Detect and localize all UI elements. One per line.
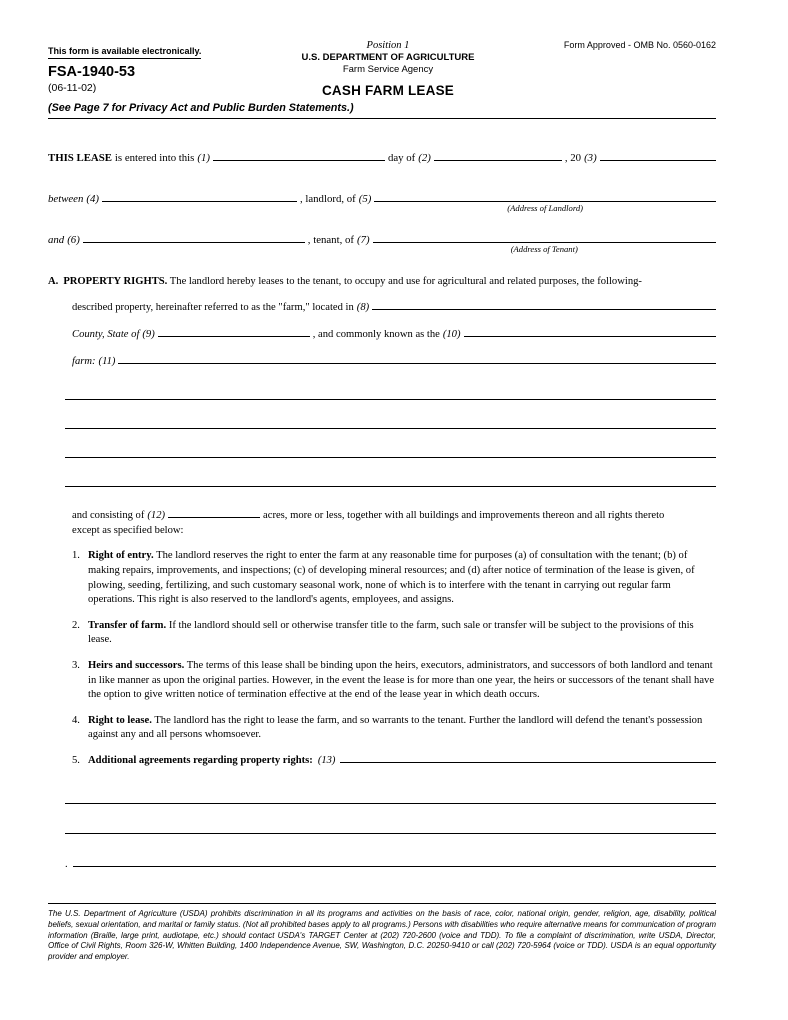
blank-field-6 [83,239,305,243]
item-title: Additional agreements regarding property rights: [88,754,313,766]
consisting-lead-text: and consisting of [72,510,145,522]
consisting-continuation-text: except as specified below: [72,524,184,536]
blank-field-13 [340,759,716,763]
blank-field-9 [158,333,310,337]
property-rights-clauses [72,549,716,768]
tenant-line [48,233,716,255]
period-mark: . [65,859,68,871]
omb-approval-label: Form Approved - OMB No. 0560-0162 [563,40,716,50]
address-of-tenant-caption: (Address of Tenant) [510,244,578,255]
consisting-rest-text: acres, more or less, together with all buildings and improvements thereon and all rights thereto [263,510,665,522]
blank-field-2 [434,157,562,161]
blank-line [65,774,716,804]
blank-field-4 [102,198,297,202]
farm-description-blank-lines [65,371,716,487]
privacy-statement: (See Page 7 for Privacy Act and Public Burden Statements.) [48,102,716,119]
field-number-11: (11) [98,355,116,367]
lease-intro-section [48,151,716,255]
position-label: Position 1 [366,40,410,51]
blank-field-1 [213,157,385,161]
field-number-12: (12) [147,510,166,522]
section-a-property-rights [48,275,716,873]
field-number-7: (7) [356,234,370,247]
blank-field-5 [374,198,716,213]
list-item [72,619,716,648]
header-left-block [48,40,278,95]
farm-name-line [72,355,716,370]
field-number-8: (8) [356,302,370,314]
field-number-5: (5) [358,192,372,205]
item-number: 5. [72,754,80,766]
section-a-intro-text: The landlord hereby leases to the tenant, to occupy and use for agricultural and related purposes, the following- [169,275,642,287]
tenant-of-text: , tenant, of [307,234,354,247]
list-item [72,549,716,607]
located-in-line [72,301,716,316]
item-title: Right of entry. [88,550,154,562]
field-number-3: (3) [584,152,597,164]
form-header [48,40,716,98]
year-prefix-text: , 20 [564,152,582,164]
electronic-availability-note: This form is available electronically. [48,46,201,59]
county-state-text: County, State of [72,328,140,340]
item-text: The landlord has the right to lease the farm, and so warrants to the tenant. Further the landlord will defend the tenant's possession against any and all persons whomsoever. [88,714,703,741]
section-a-label: A. [48,275,59,287]
item-body [88,549,716,607]
item-number: 4. [72,714,80,726]
field-number-4: (4) [86,192,99,205]
blank-line [65,458,716,487]
header-center-block [278,40,498,98]
address-of-landlord-caption: (Address of Landlord) [507,202,584,213]
list-item [72,659,716,703]
additional-agreements-blank-lines [65,774,716,873]
located-in-text: described property, hereinafter referred to as the "farm," located in [72,302,354,314]
landlord-of-text: , landlord, of [299,192,356,205]
blank-field-11 [118,360,716,364]
this-lease-lead: THIS LEASE [48,152,112,164]
lease-date-line [48,151,716,166]
list-item-additional-agreements [72,754,716,769]
blank-line [73,863,716,867]
between-text: between [48,192,84,205]
field-number-10: (10) [442,328,461,340]
item-body [88,659,716,703]
farm-label: farm: [72,355,96,367]
item-text: If the landlord should sell or otherwise transfer title to the farm, such sale or transfer will be subject to the provisions of this lease. [88,619,694,646]
item-number: 1. [72,550,80,562]
blank-line [65,400,716,429]
agency-name: Farm Service Agency [342,64,434,75]
blank-field-7 [373,239,716,255]
consisting-paragraph [72,509,716,538]
entered-into-text: is entered into this [114,152,195,164]
item-number: 2. [72,619,80,631]
item-body [88,619,716,648]
item-title: Right to lease. [88,714,152,726]
consisting-line [72,509,716,524]
day-of-text: day of [387,152,416,164]
field-number-2: (2) [418,152,431,164]
form-number: FSA-1940-53 [48,64,136,80]
form-revision-date: (06-11-02) [48,82,97,95]
item-text: The landlord reserves the right to enter the farm at any reasonable time for purposes (a) of consultation with the tenant; (b) of making repairs, improvements, and inspections; (c) of developing mineral resources; and (d) after notice of termination of the lease is given, of plowing, seeding, fertilizing, and such customary seasonal work, none of which is to interfere with the tenant in carrying out regular farm operations. This right is also reserved to the landlord's agents, employees, and assigns. [88,550,695,606]
form-title: CASH FARM LEASE [321,83,454,98]
blank-line-with-period [65,858,716,873]
section-a-heading-line [48,275,716,290]
blank-field-10 [464,333,716,337]
item-body [88,714,716,743]
section-a-heading: PROPERTY RIGHTS. [63,275,168,287]
nondiscrimination-statement: The U.S. Department of Agriculture (USDA) prohibits discrimination in all its programs and activities on the basis of race, color, national origin, gender, religion, age, disability, political beliefs, sexual orientation, and marital or family status. (Not all prohibited bases apply to all programs.) Persons with disabilities who require alternative means for communication of program information (Braille, large print, audiotape, etc.) should contact USDA's TARGET Center at (202) 720-2600 (voice and TDD). To file a complaint of discrimination, write USDA, Director, Office of Civil Rights, Room 326-W, Whitten Building, 1400 Independence Avenue, SW, Washington, D.C. 20250-9410 or call (202) 720-5964 (voice or TDD). USDA is an equal opportunity provider and employer. [48,903,716,963]
field-number-1: (1) [197,152,210,164]
field-number-6: (6) [67,234,80,247]
commonly-known-text: , and commonly known as the [312,328,440,340]
item-title: Heirs and successors. [88,659,185,671]
blank-field-3 [600,157,716,161]
blank-field-8 [372,306,716,310]
county-state-line [72,328,716,343]
field-number-13: (13) [317,754,336,766]
blank-line [65,429,716,458]
field-number-9: (9) [142,328,155,340]
item-text: The terms of this lease shall be binding upon the heirs, executors, administrators, and successors of both landlord and tenant in like manner as upon the original parties. However, in the event the lease is for more than one year, the heirs or successors of the tenant shall have the option to give written notice of termination effective at the end of the lease year in which death occurs. [88,659,715,701]
landlord-line [48,192,716,213]
blank-line [65,804,716,834]
blank-line [65,371,716,400]
item-number: 3. [72,659,80,671]
and-text: and [48,234,65,247]
item-title: Transfer of farm. [88,619,167,631]
blank-field-12 [168,514,260,518]
department-name: U.S. DEPARTMENT OF AGRICULTURE [301,52,475,63]
list-item [72,714,716,743]
